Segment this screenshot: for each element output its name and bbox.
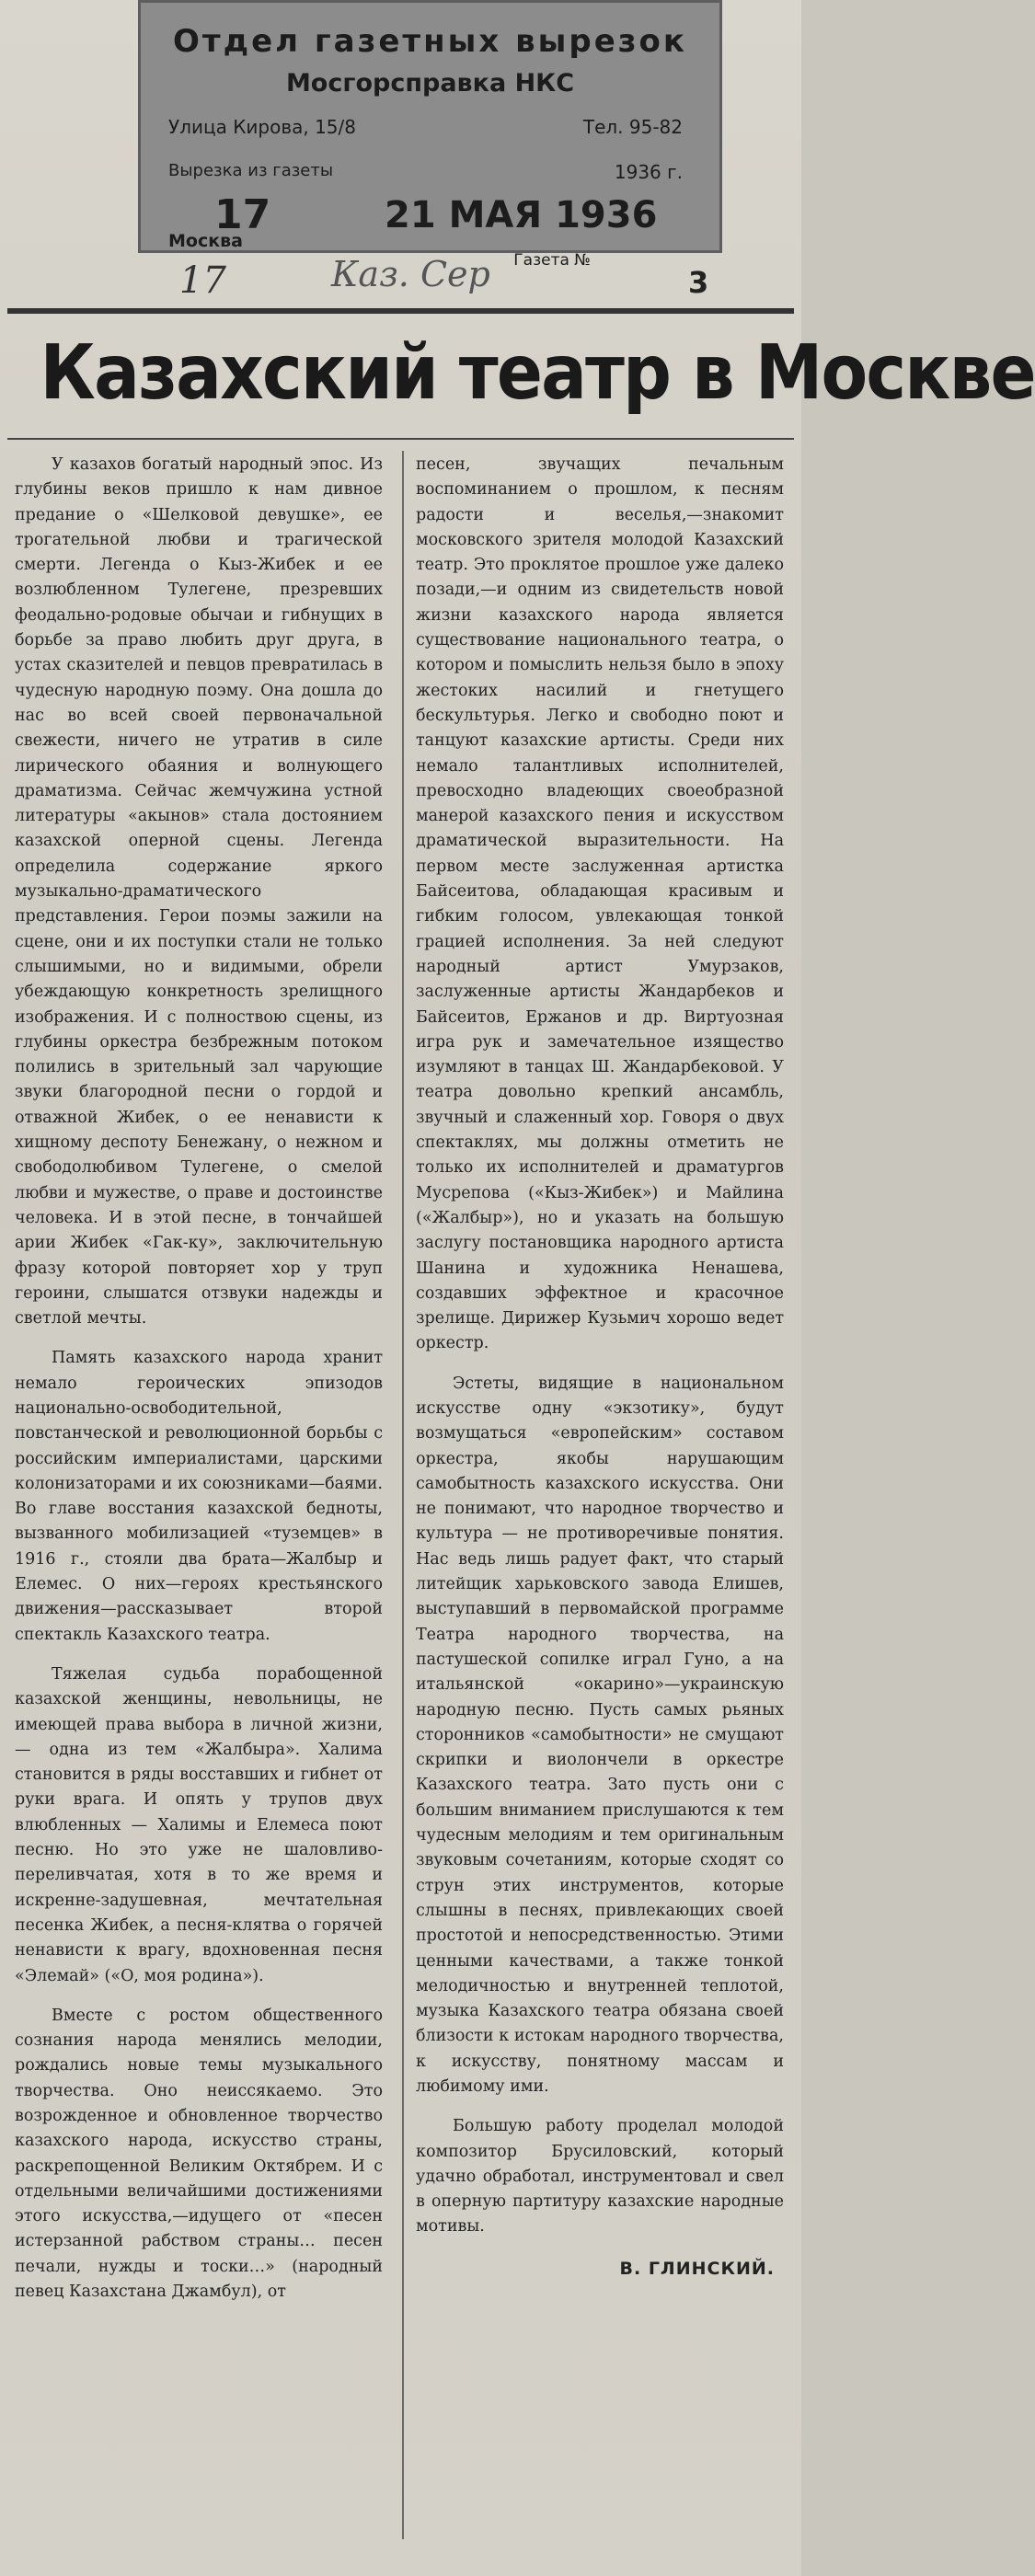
stamp-organization: Мосгорсправка НКС [285,69,575,98]
headline-rule [7,438,794,440]
paragraph: Тяжелая судьба порабощенной казахской женщины, невольницы, не имеющей права выбора в личной жизни, — одна из тем «Жалбыра». Халима становится в ряды восставших и гибнет от руки врага. И опять у трупов двух влюбленных — Халимы и Елемеса поют песню. Но это уже не шаловливо-переливчатая, хотя в то же время и искренне-задушевная, мечтательная песенка Жибек, а песня-клятва о горячей ненависти к врагу, вдохновенная песня «Элемай» («О, моя родина»). [15,1664,383,1985]
column-divider [402,451,404,2539]
page-number: 3 [688,265,709,300]
handwritten-number: 17 [179,259,226,302]
stamp-city: Москва [168,231,243,251]
stamp-date: 21 МАЯ 1936 [385,194,658,236]
stamp-address: Улица Кирова, 15/8 [168,116,356,138]
article-headline: Казахский театр в Москве [40,329,1035,417]
stamp-day: 17 [214,191,271,238]
stamp-paper-number-label: Газета № [513,251,591,270]
paragraph: песен, звучащих печальным воспоминанием о прошлом, к песням радости и веселья,—знакомит московского зрителя молодой Казахский театр. Это проклятое прошлое уже далеко позади,—и одним из свидетельств новой жизни казахского народа является существование национального театра, о котором и помыслить нельзя было в эпоху жестоких насилий и гнетущего бескультурья. Легко и свободно поют и танцуют казахские артисты. Среди них немало талантливых исполнителей, превосходно владеющих своеобразной манерой казахского пения и искусством драматической выразительности. На первом месте заслуженная артистка Байсеитова, обладающая красивым и гибким голосом, увлекающая тонкой грацией исполнения. За ней следуют народный артист Умурзаков, заслуженные артисты Жандарбеков и Байсеитов, Ержанов и др. Виртуозная игра рук и замечательное изящество изумляют в танцах Ш. Жандарбековой. У театра довольно крепкий ансамбль, звучный и слаженный хор. Говоря о двух спектаклях, мы должны отметить не только их исполнителей и драматургов Мусрепова («Кыз-Жибек») и Майлина («Жалбыр»), но и указать на большую заслугу постановщика народного артиста Шанина и художника Ненашева, создавших эффектное и красочное зрелище. Дирижер Кузьмич хорошо ведет оркестр. [416,455,784,1353]
paragraph: Большую работу проделал молодой композитор Брусиловский, который удачно обработал, инструментовал и свел в оперную партитуру казахские народные мотивы. [416,2117,784,2237]
handwritten-note: Каз. Сер [331,254,490,294]
author-signature: В. ГЛИНСКИЙ. [619,2258,775,2279]
paragraph: Память казахского народа хранит немало героических эпизодов национально-освободительной, повстанческой и революционной борьбы с российским империалистами, царскими колонизаторами и их союзниками—баями. Во главе восстания казахской бедноты, вызванного мобилизацией «туземцев» в 1916 г., стояли два брата—Жалбыр и Елемес. О них—героях крестьянского движения—рассказывает второй спектакль Казахского театра. [15,1349,383,1644]
clipping-bureau-stamp [138,0,722,270]
stamp-clipping-label: Вырезка из газеты [168,161,334,180]
paragraph: Вместе с ростом общественного сознания народа менялись мелодии, рождались новые темы музыкального творчества. Оно неиссякаемо. Это возрожденное и обновленное творчество казахского народа, искусство страны, раскрепощенной Великим Октябрем. И с отдельными величайшими достижениями этого искусства,—идущего от «песен истерзанной рабством страны… песен печали, нужды и тоски…» (народный певец Казахстана Джамбул), от [15,2006,383,2302]
stamp-title: Отдел газетных вырезок [173,23,687,60]
paragraph: У казахов богатый народный эпос. Из глубины веков пришло к нам дивное предание о «Шелковой девушке», ее трогательной любви и трагической смерти. Легенда о Кыз-Жибек и ее возлюбленном Тулегене, презревших феодально-родовые обычаи и гибнущих в борьбе за право любить друг друга, в устах сказителей и певцов превратилась в чудесную народную поэму. Она дошла до нас во всей своей первоначальной свежести, ничего не утратив в силе лирического обаяния и волнующего драматизма. Сейчас жемчужина устной литературы «акынов» стала достоянием казахской оперной сцены. Легенда определила содержание яркого музыкально-драматического представления. Герои поэмы зажили на сцене, они и их поступки стали не только слышимыми, но и видимыми, обрели убеждающую конкретность зрелищного изображения. И с полноствою сцены, из глубины оркестра безбрежным потоком полились в зрительный зал чарующие звуки благородной песни о гордой и отважной Жибек, о ее ненависти к хищному деспоту Бенежану, о нежном и свободолюбивом Тулегене, о смелой любви и мужестве, о праве и достоинстве человека. И в этой песне, в тончайшей арии Жибек «Гак-ку», заключительную фразу которой повторяет хор у труп героини, слышатся отзвуки надежды и светлой мечты. [15,455,383,1328]
top-rule [7,308,794,314]
right-column [416,453,784,2282]
left-column [15,453,383,2305]
stamp-year: 1936 г. [614,161,683,183]
paragraph: Эстеты, видящие в национальном искусстве одну «экзотику», будут возмущаться «европейским» составом оркестра, якобы нарушающим самобытность казахского искусства. Они не понимают, что народное творчество и культура — не противоречивые понятия. Нас ведь лишь радует факт, что старый литейщик харьковского завода Елишев, выступавший в первомайской программе Театра народного творчества, на пастушеской сопилке играл Гуно, а на итальянской «окарино»—украинскую народную песню. Пусть самых рьяных сторонников «самобытности» не смущают скрипки и виолончели в оркестре Казахского театра. Зато пусть они с большим вниманием прислушаются к тем чудесным мелодиям и тем оригинальным звуковым сочетаниям, которые сходят со струн этих инструментов, которые слышны в песнях, привлекающих своей простотой и непосредственностью. Этими ценными качествами, а также тонкой мелодичностью и внутренней теплотой, музыка Казахского театра обязана своей близости к истокам народного творчества, к искусству, понятному массам и любимому ими. [416,1374,784,2096]
stamp-phone: Тел. 95-82 [582,116,683,138]
